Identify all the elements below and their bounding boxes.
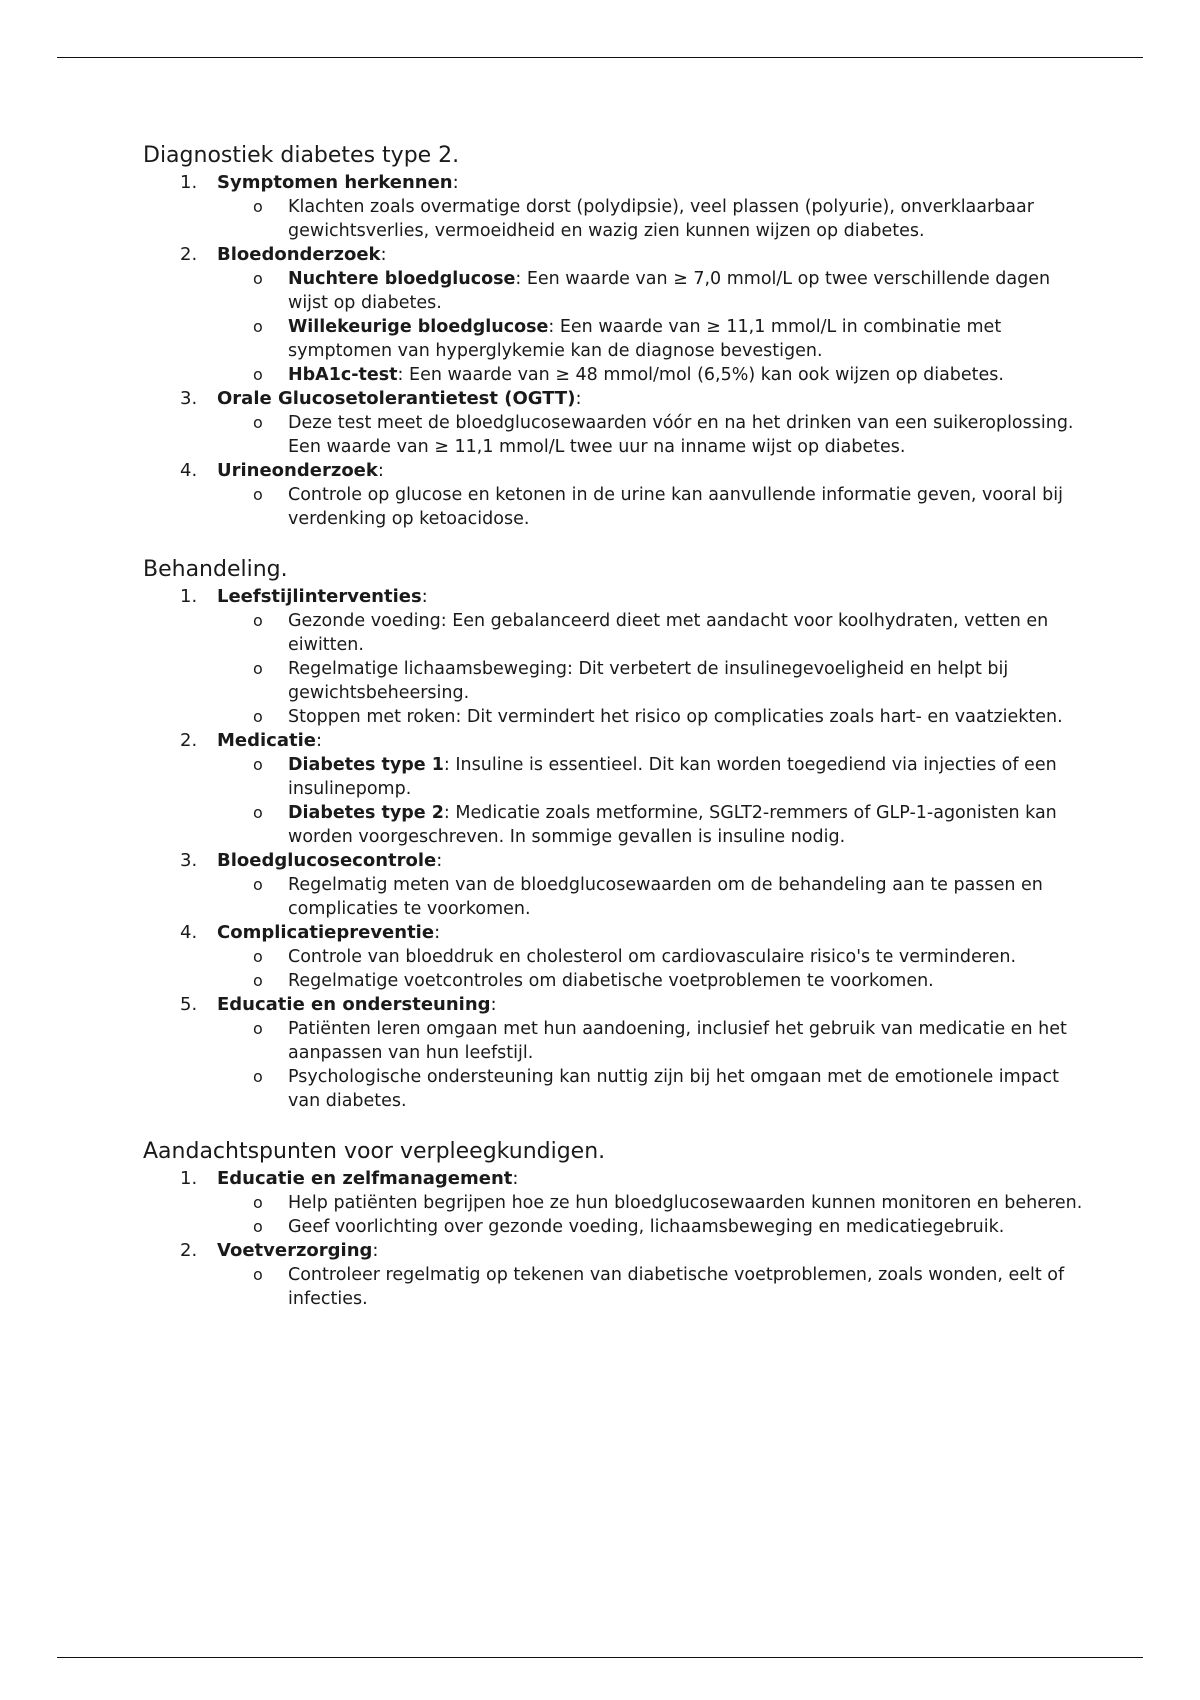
list-item (143, 171, 1083, 243)
bullet-text (288, 1193, 1082, 1213)
bullet-icon: o (253, 611, 263, 630)
bullet-list (217, 1191, 1083, 1239)
item-title-suffix: : (421, 586, 428, 607)
bullet-text (288, 1265, 1064, 1309)
bullet-list (217, 609, 1083, 729)
item-number: 1. (180, 586, 198, 607)
bullet-bold-term: Diabetes type 2 (288, 803, 444, 823)
list-item (143, 849, 1083, 921)
bullet-list (217, 873, 1083, 921)
bullet-description: Controleer regelmatig op tekenen van diabetische voetproblemen, zoals wonden, eelt of infecties. (288, 1265, 1065, 1309)
bullet-icon: o (253, 1217, 263, 1236)
bullet-description: Stoppen met roken: Dit vermindert het risico op complicaties zoals hart- en vaatziekten. (288, 707, 1063, 727)
bullet-description: Geef voorlichting over gezonde voeding, lichaamsbeweging en medicatiegebruik. (288, 1217, 1005, 1237)
bullet-icon: o (253, 659, 263, 678)
bullet-item (143, 609, 1083, 657)
bullet-list (217, 945, 1083, 993)
item-title (217, 243, 1083, 267)
bullet-icon: o (253, 1067, 263, 1086)
bullet-text (288, 611, 1048, 655)
bullet-icon: o (253, 803, 263, 822)
bullet-icon: o (253, 875, 263, 894)
bullet-list (217, 1017, 1083, 1113)
bullet-icon: o (253, 269, 263, 288)
top-rule (57, 57, 1143, 58)
bullet-icon: o (253, 707, 263, 726)
bullet-item (143, 657, 1083, 705)
section-heading: Behandeling. (143, 557, 288, 582)
item-title-bold: Symptomen herkennen (217, 172, 453, 193)
bullet-item (143, 1017, 1083, 1065)
bullet-text (288, 803, 1057, 847)
bullet-description: Deze test meet de bloedglucosewaarden vóór en na het drinken van een suikeroplossing. Een waarde van ≥ 11,1 mmol/L twee uur na inname wijst op diabetes. (288, 413, 1074, 457)
list-item (143, 243, 1083, 387)
item-title (217, 585, 1083, 609)
bullet-icon: o (253, 947, 263, 966)
list-item (143, 387, 1083, 459)
item-number: 5. (180, 994, 198, 1015)
bullet-text (288, 413, 1074, 457)
bullet-text (288, 971, 934, 991)
section-heading: Aandachtspunten voor verpleegkundigen. (143, 1139, 606, 1164)
bullet-icon: o (253, 1193, 263, 1212)
bullet-list (217, 1263, 1083, 1311)
bullet-bold-term: Willekeurige bloedglucose (288, 317, 549, 337)
bullet-icon: o (253, 1019, 263, 1038)
item-title-bold: Complicatiepreventie (217, 922, 435, 943)
bullet-text (288, 1067, 1059, 1111)
section-heading: Diagnostiek diabetes type 2. (143, 143, 460, 168)
bullet-item (143, 411, 1083, 459)
item-number: 4. (180, 460, 198, 481)
list-item (143, 1167, 1083, 1239)
item-number: 3. (180, 850, 198, 871)
item-title (217, 459, 1083, 483)
item-title-suffix: : (377, 460, 384, 481)
document-body (143, 143, 1083, 1337)
list-item (143, 585, 1083, 729)
bullet-bold-term: Diabetes type 1 (288, 755, 444, 775)
bullet-text (288, 269, 1050, 313)
bullet-icon: o (253, 485, 263, 504)
bullet-item (143, 1065, 1083, 1113)
bullet-description: : Insuline is essentieel. Dit kan worden toegediend via injecties of een insulinepomp. (288, 755, 1057, 799)
item-title-bold: Educatie en ondersteuning (217, 994, 491, 1015)
bullet-text (288, 659, 1008, 703)
item-title-bold: Urineonderzoek (217, 460, 378, 481)
section (143, 143, 1083, 531)
bullet-icon: o (253, 1265, 263, 1284)
bullet-item (143, 969, 1083, 993)
bullet-text (288, 947, 1016, 967)
item-number: 4. (180, 922, 198, 943)
item-title-suffix: : (315, 730, 323, 751)
item-number: 1. (180, 172, 198, 193)
list-item (143, 921, 1083, 993)
bullet-text (288, 875, 1043, 919)
bullet-item (143, 1215, 1083, 1239)
bullet-text (288, 317, 1001, 361)
item-title-bold: Orale Glucosetolerantietest (OGTT) (217, 388, 576, 409)
bullet-description: : Een waarde van ≥ 48 mmol/mol (6,5%) kan ook wijzen op diabetes. (397, 365, 1004, 385)
item-title-suffix: : (380, 244, 387, 265)
item-title (217, 1239, 1083, 1263)
bullet-description: Psychologische ondersteuning kan nuttig zijn bij het omgaan met de emotionele impact van diabetes. (288, 1067, 1060, 1111)
numbered-list (143, 171, 1083, 531)
bullet-icon: o (253, 413, 263, 432)
item-title (217, 1167, 1083, 1191)
item-title-bold: Voetverzorging (217, 1240, 373, 1261)
item-number: 2. (180, 1240, 198, 1261)
bullet-description: Regelmatige voetcontroles om diabetische voetproblemen te voorkomen. (288, 971, 934, 991)
bullet-text (288, 755, 1057, 799)
item-title (217, 387, 1083, 411)
list-item (143, 729, 1083, 849)
bullet-icon: o (253, 971, 263, 990)
bullet-description: Regelmatige lichaamsbeweging: Dit verbetert de insulinegevoeligheid en helpt bij gewichtsbeheersing. (288, 659, 1009, 703)
bullet-list (217, 483, 1083, 531)
bullet-list (217, 753, 1083, 849)
bullet-description: Klachten zoals overmatige dorst (polydipsie), veel plassen (polyurie), onverklaarbaar gewichtsverlies, vermoeidheid en wazig zien kunnen wijzen op diabetes. (288, 197, 1034, 241)
bullet-icon: o (253, 317, 263, 336)
bullet-icon: o (253, 197, 263, 216)
bullet-text (288, 197, 1034, 241)
numbered-list (143, 585, 1083, 1113)
bullet-description: Controle van bloeddruk en cholesterol om cardiovasculaire risico's te verminderen. (288, 947, 1017, 967)
bullet-text (288, 1217, 1004, 1237)
item-title (217, 993, 1083, 1017)
bullet-description: Help patiënten begrijpen hoe ze hun bloedglucosewaarden kunnen monitoren en beheren. (288, 1193, 1083, 1213)
item-title-bold: Educatie en zelfmanagement (217, 1168, 513, 1189)
bullet-icon: o (253, 755, 263, 774)
bullet-text (288, 485, 1063, 529)
section (143, 1139, 1083, 1311)
item-title (217, 849, 1083, 873)
item-title-bold: Bloedglucosecontrole (217, 850, 437, 871)
bullet-item (143, 801, 1083, 849)
bullet-list (217, 411, 1083, 459)
item-number: 2. (180, 730, 198, 751)
numbered-list (143, 1167, 1083, 1311)
item-number: 1. (180, 1168, 198, 1189)
bullet-item (143, 315, 1083, 363)
bullet-list (217, 267, 1083, 387)
item-title-bold: Medicatie (217, 730, 316, 751)
item-title (217, 921, 1083, 945)
bullet-item (143, 873, 1083, 921)
item-title-bold: Bloedonderzoek (217, 244, 381, 265)
bullet-bold-term: HbA1c-test (288, 365, 398, 385)
bullet-description: : Een waarde van ≥ 11,1 mmol/L in combinatie met symptomen van hyperglykemie kan de diagnose bevestigen. (288, 317, 1002, 361)
bullet-list (217, 195, 1083, 243)
bottom-rule (57, 1657, 1143, 1658)
bullet-description: Gezonde voeding: Een gebalanceerd dieet met aandacht voor koolhydraten, vetten en eiwitten. (288, 611, 1049, 655)
bullet-item (143, 267, 1083, 315)
bullet-item (143, 753, 1083, 801)
bullet-item (143, 1191, 1083, 1215)
bullet-item (143, 945, 1083, 969)
bullet-text (288, 365, 1004, 385)
bullet-description: Controle op glucose en ketonen in de urine kan aanvullende informatie geven, vooral bij verdenking op ketoacidose. (288, 485, 1064, 529)
section (143, 557, 1083, 1113)
item-number: 3. (180, 388, 198, 409)
list-item (143, 1239, 1083, 1311)
item-number: 2. (180, 244, 198, 265)
bullet-text (288, 707, 1063, 727)
bullet-item (143, 363, 1083, 387)
item-title-suffix: : (452, 172, 459, 193)
bullet-item (143, 705, 1083, 729)
bullet-description: Patiënten leren omgaan met hun aandoening, inclusief het gebruik van medicatie en het aanpassen van hun leefstijl. (288, 1019, 1067, 1063)
bullet-text (288, 1019, 1067, 1063)
item-title-suffix: : (436, 850, 443, 871)
bullet-item (143, 483, 1083, 531)
item-title-suffix: : (434, 922, 441, 943)
bullet-icon: o (253, 365, 263, 384)
bullet-item (143, 195, 1083, 243)
item-title (217, 729, 1083, 753)
list-item (143, 993, 1083, 1113)
item-title-suffix: : (512, 1168, 519, 1189)
list-item (143, 459, 1083, 531)
item-title-suffix: : (372, 1240, 379, 1261)
bullet-description: : Medicatie zoals metformine, SGLT2-remmers of GLP-1-agonisten kan worden voorgeschreven. In sommige gevallen is insuline nodig. (288, 803, 1057, 847)
bullet-description: : Een waarde van ≥ 7,0 mmol/L op twee verschillende dagen wijst op diabetes. (288, 269, 1051, 313)
item-title-suffix: : (490, 994, 497, 1015)
item-title-bold: Leefstijlinterventies (217, 586, 422, 607)
item-title-suffix: : (575, 388, 582, 409)
bullet-item (143, 1263, 1083, 1311)
item-title (217, 171, 1083, 195)
bullet-bold-term: Nuchtere bloedglucose (288, 269, 516, 289)
bullet-description: Regelmatig meten van de bloedglucosewaarden om de behandeling aan te passen en complicaties te voorkomen. (288, 875, 1043, 919)
